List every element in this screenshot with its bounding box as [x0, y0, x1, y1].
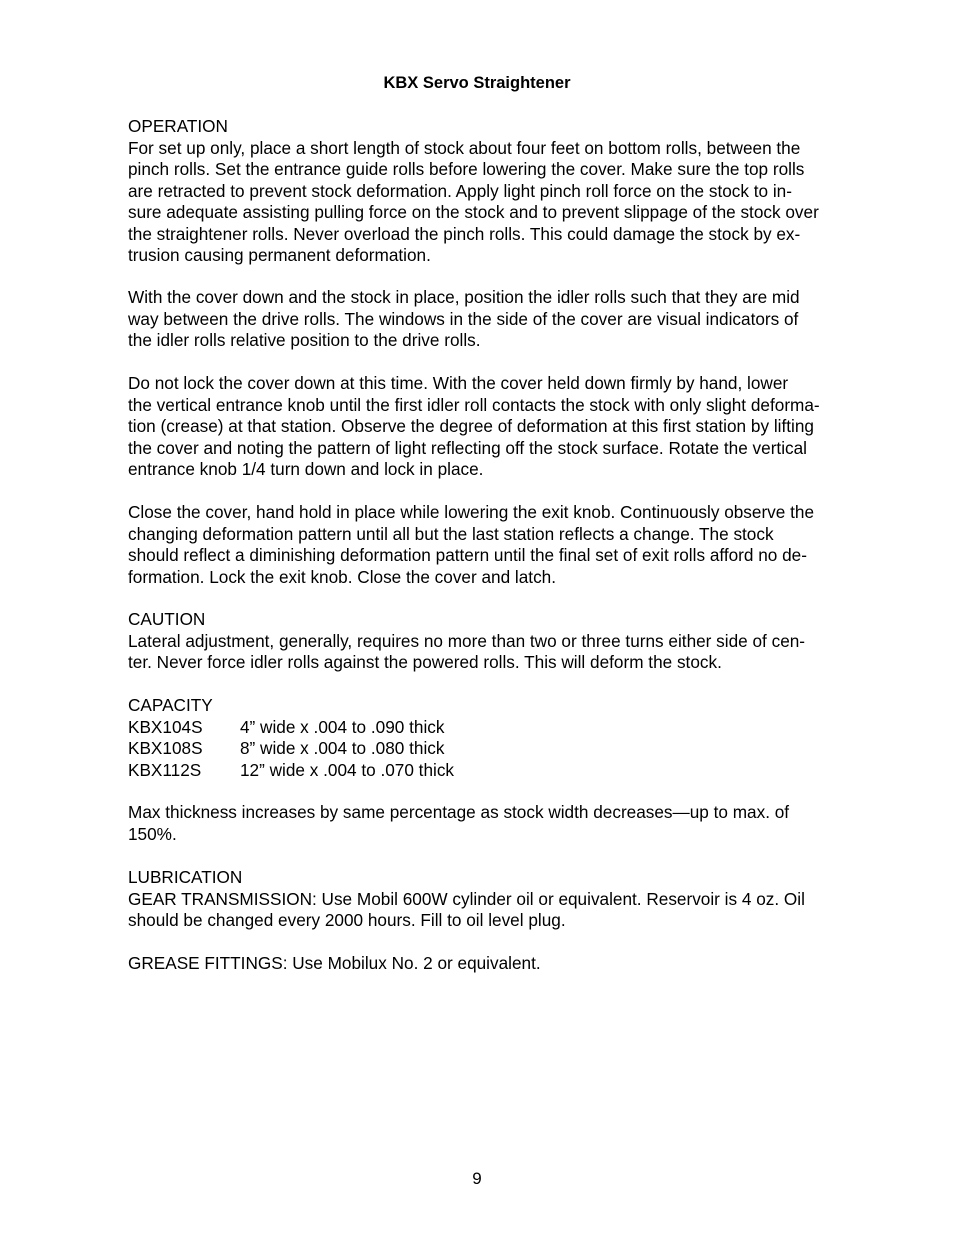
paragraph-line: way between the drive rolls. The windows in the side of the cover are visual indicators of [128, 308, 799, 329]
operation-line: For set up only, place a short length of stock about four feet on bottom rolls, between the [128, 137, 801, 158]
operation-line: sure adequate assisting pulling force on the stock and to prevent slippage of the stock over [128, 202, 819, 222]
caution-heading: CAUTION [128, 609, 206, 629]
paragraph-line: tion (crease) at that station. Observe the degree of deformation at this first station by lifting [128, 416, 814, 436]
gear-line: should be changed every 2000 hours. Fill to oil level plug. [128, 910, 566, 930]
paragraph-line: Close the cover, hand hold in place while lowering the exit knob. Continuously observe the [128, 502, 815, 522]
paragraph-line: With the cover down and the stock in place, position the idler rolls such that they are mid [128, 287, 800, 307]
capacity-model: KBX108S [128, 738, 203, 758]
capacity-heading: CAPACITY [128, 695, 213, 715]
lubrication-section [128, 867, 893, 932]
capacity-spec: 12” wide x .004 to .070 thick [240, 759, 455, 780]
paragraph-line: entrance knob 1/4 turn down and lock in place. [128, 459, 484, 479]
note-line: Max thickness increases by same percentage as stock width decreases—up to max. of [128, 802, 790, 822]
grease-line: GREASE FITTINGS: Use Mobilux No. 2 or equivalent. [128, 953, 541, 973]
operation-paragraph-3 [128, 373, 893, 481]
operation-paragraph-4 [128, 502, 893, 588]
caution-line: Lateral adjustment, generally, requires no more than two or three turns either side of cen- [128, 630, 806, 651]
lubrication-heading: LUBRICATION [128, 867, 243, 887]
capacity-row [128, 738, 454, 760]
capacity-row [128, 717, 454, 739]
operation-heading: OPERATION [128, 116, 228, 136]
page-title: KBX Servo Straightener [383, 74, 571, 92]
capacity-model: KBX112S [128, 759, 202, 780]
paragraph-line: the idler rolls relative position to the drive rolls. [128, 330, 481, 350]
paragraph-line: changing deformation pattern until all but the last station reflects a change. The stock [128, 523, 774, 544]
operation-line: the straightener rolls. Never overload the pinch rolls. This could damage the stock by ex- [128, 223, 801, 244]
gear-line: GEAR TRANSMISSION: Use Mobil 600W cylinder oil or equivalent. Reservoir is 4 oz. Oil [128, 888, 805, 909]
operation-paragraph-2 [128, 287, 893, 352]
capacity-model: KBX104S [128, 716, 203, 737]
paragraph-line: the vertical entrance knob until the first idler roll contacts the stock with only slight deforma- [128, 394, 820, 415]
paragraph-line: should reflect a diminishing deformation pattern until the final set of exit rolls afford no de- [128, 545, 807, 565]
caution-line: ter. Never force idler rolls against the powered rolls. This will deform the stock. [128, 652, 722, 672]
operation-line: pinch rolls. Set the entrance guide rolls before lowering the cover. Make sure the top rolls [128, 159, 805, 179]
operation-line: are retracted to prevent stock deformation. Apply light pinch roll force on the stock to in- [128, 180, 792, 201]
operation-line: trusion causing permanent deformation. [128, 245, 431, 265]
operation-section [128, 116, 893, 267]
page-number: 9 [472, 1169, 482, 1188]
caution-section [128, 609, 893, 674]
note-line: 150%. [128, 823, 177, 844]
paragraph-line: Do not lock the cover down at this time. With the cover held down firmly by hand, lower [128, 373, 789, 393]
grease-fittings [128, 953, 893, 975]
paragraph-line: the cover and noting the pattern of light reflecting off the stock surface. Rotate the vertical [128, 437, 807, 458]
capacity-section [128, 695, 454, 781]
paragraph-line: formation. Lock the exit knob. Close the cover and latch. [128, 566, 557, 587]
capacity-row [128, 760, 454, 782]
capacity-spec: 8” wide x .004 to .080 thick [240, 738, 445, 758]
capacity-note [128, 802, 893, 845]
capacity-spec: 4” wide x .004 to .090 thick [240, 716, 445, 737]
